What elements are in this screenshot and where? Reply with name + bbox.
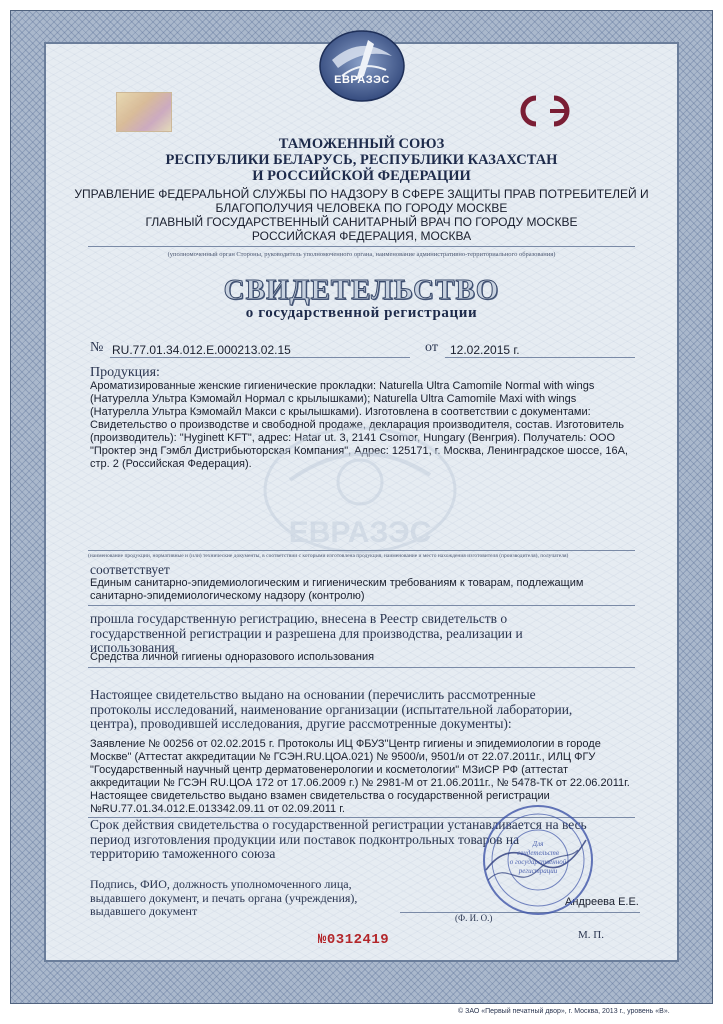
authority-caption: (уполномоченный орган Стороны, руководитель уполномоченного органа, наименование административно-территориального образования) [167,251,556,258]
product-caption: (наименование продукции, нормативные и (или) технические документы, в соответствии с которыми изготовлена продукция, наименование и место нахождения изготовителя (производителя), получателя) [88,553,569,559]
stamp-line: Для [532,840,544,848]
basis-detail-line: аккредитации № ГСЭН RU.ЦОА 172 от 17.06.2009 г.) № 2981-М от 21.06.2011г., № 5478-ТК от 22.06.2011г. [90,777,630,789]
number-label: № [90,340,104,355]
validity-line: период изготовления продукции или поставок подконтрольных товаров на [90,831,520,847]
registry-line: государственной регистрации и разрешена для производства, реализации и [90,625,523,641]
product-line: Ароматизированные женские гигиенические прокладки: Naturella Ultra Camomile Normal with wings [90,380,595,392]
validity-line: территорию таможенного союза [90,846,276,861]
basis-line: протоколы исследований, наименование организации (испытательной лаборатории, [90,701,573,717]
stamp-line: регистрации [518,867,558,875]
header-line-2: РЕСПУБЛИКИ БЕЛАРУСЬ, РЕСПУБЛИКИ КАЗАХСТАН [165,152,558,168]
eac-conformity-mark-icon [510,92,580,130]
header-line-1: ТАМОЖЕННЫЙ СОЮЗ [278,136,445,152]
divider [88,667,635,668]
product-line: Свидетельство о производстве и свободной продаже, декларация производителя, состав. Изготовитель [90,419,625,431]
authority-line-4: РОССИЙСКАЯ ФЕДЕРАЦИЯ, МОСКВА [251,229,472,243]
conformity-text [90,577,650,603]
product-line: "Проктер энд Гэмбл Дистрибьюторская Компания", Адрес: 125171, г. Москва, Ленинградское шоссе, 16А, [90,445,628,457]
signature-line: выдавшего документ, и печать органа (учреждения), [90,890,358,905]
mp-label: М. П. [578,929,604,941]
eurasec-watermark-icon [250,420,470,570]
divider [88,550,635,551]
basis-detail-line: Настоящее свидетельство выдано взамен свидетельства о государственной регистрации [90,790,550,802]
conformity-label: соответствует [90,562,170,577]
divider [88,605,635,606]
divider [445,357,635,358]
product-line: (производитель): "Hyginett KFT", адрес: Hatar ut. 3, 2141 Csomor, Hungary (Венгрия). Получатель: ООО [90,432,616,444]
stamp-line: свидетельств [517,849,559,857]
basis-detail-line: №RU.77.01.34.012.Е.013342.09.11 от 02.09.2011 г. [90,803,345,815]
emblem-label: ЕВРАЗЭС [334,74,390,86]
registry-text [90,612,640,656]
product-line: (Натурелла Ультра Кэмомайл Макси с крылышками). Изготовлена в соответствии с документами: [90,406,591,418]
printer-credit: © ЗАО «Первый печатный двор», г. Москва, 2013 г., уровень «В». [458,1008,670,1015]
divider [110,357,410,358]
svg-text:ЕВРАЗЭС: ЕВРАЗЭС [288,516,432,549]
basis-line: центра), проводившей исследования, другие рассмотренные документы): [90,716,512,731]
document-title: СВИДЕТЕЛЬСТВО [223,274,500,306]
stamp-line: о государственной [509,858,567,866]
basis-heading [90,688,640,732]
header-line-3: И РОССИЙСКОЙ ФЕДЕРАЦИИ [252,168,471,184]
registry-line: использования [90,640,175,655]
basis-detail-line: Москве" (Аттестат аккредитации № ГСЭН.RU.ЦОА.021) № 9500/и, 9501/и от 22.07.2011г., ИЛЦ ФГУ [90,751,596,763]
fio-caption: (Ф. И. О.) [455,913,493,923]
serial-number: №0312419 [318,932,390,948]
product-line: стр. 2 (Российская Федерация). [90,458,252,470]
document-subtitle: о государственной регистрации [245,305,478,321]
authority-line-1: УПРАВЛЕНИЕ ФЕДЕРАЛЬНОЙ СЛУЖБЫ ПО НАДЗОРУ В СФЕРЕ ЗАЩИТЫ ПРАВ ПОТРЕБИТЕЛЕЙ И [74,187,649,201]
basis-detail-line: Заявление № 00256 от 02.02.2015 г. Протоколы ИЦ ФБУЗ"Центр гигиены и эпидемиологии в городе [90,738,601,750]
registration-number: RU.77.01.34.012.Е.000213.02.15 [112,343,291,357]
usage-text: Средства личной гигиены одноразового использования [90,651,375,663]
product-line: (Натурелла Ультра Кэмомайл Нормал с крылышками); Naturella Ultra Camomile Maxi with wings [90,393,577,405]
signature-caption [90,878,410,919]
signatory-name: Андреева Е.Е. [565,896,639,908]
hologram-sticker [116,92,172,132]
basis-detail-line: "Государственный научный центр дерматовенерологии и косметологии" МЗиСР РФ (аттестат [90,764,569,776]
eurasec-emblem-icon [318,26,406,102]
authority-line-3: ГЛАВНЫЙ ГОСУДАРСТВЕННЫЙ САНИТАРНЫЙ ВРАЧ ПО ГОРОДУ МОСКВЕ [145,215,578,229]
validity-line: Срок действия свидетельства о государственной регистрации устанавливается на весь [90,817,587,832]
basis-line: Настоящее свидетельство выдано на основании (перечислить рассмотренные [90,687,536,702]
registration-date: 12.02.2015 г. [450,343,520,357]
divider [88,246,635,247]
registry-line: прошла государственную регистрацию, внесена в Реестр свидетельств о [90,611,508,626]
authority-line-2: БЛАГОПОЛУЧИЯ ЧЕЛОВЕКА ПО ГОРОДУ МОСКВЕ [215,201,508,215]
signature-line: выдавшего документ [90,904,198,918]
product-label: Продукция: [90,365,160,380]
date-label: от [425,340,438,355]
conformity-line: санитарно-эпидемиологическому надзору (контролю) [90,590,365,602]
signature-line: Подпись, ФИО, должность уполномоченного лица, [90,877,352,891]
conformity-line: Единым санитарно-эпидемиологическим и гигиеническим требованиям к товарам, подлежащим [90,577,584,589]
stamp-text [497,840,579,876]
